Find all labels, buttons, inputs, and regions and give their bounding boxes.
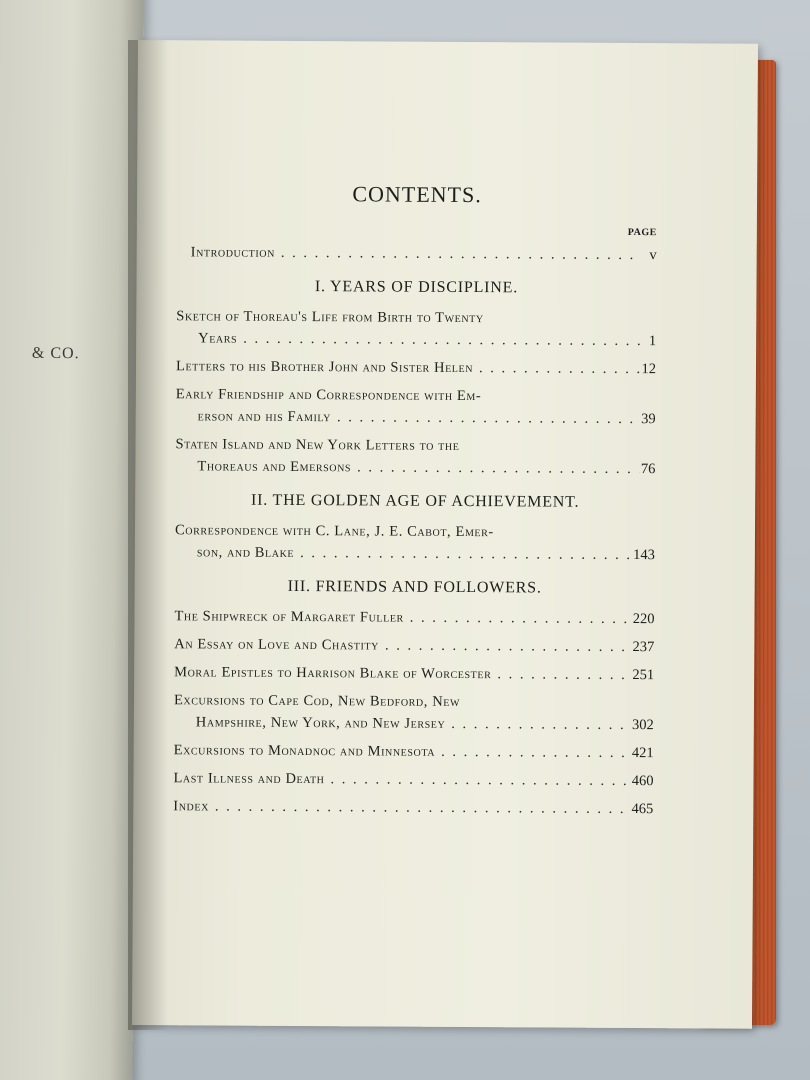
- toc-entry: [176, 383, 656, 430]
- page-column-label: PAGE: [627, 226, 657, 239]
- leader-dots: [331, 406, 640, 430]
- leader-dots: [324, 768, 631, 792]
- toc-entry-line: Early Friendship and Correspondence with Em-: [175, 386, 482, 405]
- section-heading: III. FRIENDS AND FOLLOWERS.: [287, 577, 542, 597]
- toc-entry-line: Moral Epistles to Harrison Blake of Worcester: [174, 664, 492, 683]
- toc-entry-line: son, and Blake: [196, 544, 295, 561]
- toc-entry: [176, 355, 656, 380]
- leader-dots: [294, 542, 633, 566]
- toc-entry: [174, 633, 654, 658]
- toc-entry-page: v: [649, 247, 657, 264]
- toc-entry-line: Thoreaus and Emersons: [197, 458, 352, 476]
- left-page-fragment: & CO.: [31, 344, 80, 363]
- toc-entry-label: Introduction: [190, 244, 276, 261]
- table-of-contents: [173, 180, 657, 826]
- toc-entry: [174, 739, 654, 764]
- toc-entry: [174, 689, 654, 736]
- toc-entry: [176, 305, 656, 352]
- toc-entry-page: 251: [632, 667, 655, 684]
- toc-entry-line: Index: [173, 798, 209, 815]
- toc-entry-line: Sketch of Thoreau's Life from Birth to Twenty: [176, 308, 484, 327]
- leader-dots: [275, 242, 641, 266]
- leader-dots: [237, 328, 640, 352]
- gutter-shadow: [128, 40, 168, 1030]
- toc-entry-line: Excursions to Monadnoc and Minnesota: [173, 742, 436, 760]
- toc-entry-line: Excursions to Cape Cod, New Bedford, New: [173, 692, 461, 710]
- leader-dots: [209, 795, 632, 820]
- toc-entry-line: Last Illness and Death: [173, 770, 325, 788]
- left-page: [0, 0, 144, 1080]
- toc-entry-line: Staten Island and New York Letters to the: [175, 436, 460, 454]
- toc-entry: [175, 519, 655, 566]
- toc-entry-line: Correspondence with C. Lane, J. E. Cabot, Emer-: [174, 522, 494, 541]
- toc-entry-page: 465: [631, 801, 654, 818]
- toc-entry: [173, 767, 653, 792]
- section-heading: II. THE GOLDEN AGE OF ACHIEVEMENT.: [250, 491, 580, 511]
- toc-entry-page: 39: [641, 411, 656, 428]
- leader-dots: [404, 607, 633, 630]
- toc-entry-line: Hampshire, New York, and New Jersey: [195, 714, 446, 732]
- toc-title: CONTENTS.: [352, 181, 482, 208]
- toc-entry-introduction: [177, 241, 657, 266]
- contents-page: [132, 40, 758, 1029]
- toc-entry-page: 1: [648, 333, 657, 350]
- toc-entry-line: Letters to his Brother John and Sister Helen: [175, 358, 474, 377]
- leader-dots: [379, 634, 633, 658]
- toc-entry-line: An Essay on Love and Chastity: [174, 636, 380, 654]
- toc-entry-page: 237: [632, 639, 655, 656]
- toc-entry-page: 220: [632, 611, 655, 628]
- toc-entry-page: 421: [631, 745, 654, 762]
- toc-entry-page: 12: [641, 361, 657, 378]
- leader-dots: [435, 741, 632, 764]
- toc-entry: [174, 605, 654, 630]
- leader-dots: [351, 456, 639, 480]
- toc-entry-page: 302: [632, 717, 654, 734]
- toc-entry: [174, 661, 654, 686]
- toc-sections: [173, 277, 656, 820]
- toc-entry-page: 143: [633, 547, 655, 564]
- toc-entry-line: The Shipwreck of Margaret Fuller: [174, 608, 404, 626]
- leader-dots: [445, 713, 632, 736]
- toc-entry: [175, 433, 655, 480]
- leader-dots: [473, 357, 640, 380]
- toc-entry-page: 76: [640, 461, 656, 478]
- toc-entry: [173, 795, 653, 820]
- toc-entry-page: 460: [631, 773, 654, 790]
- section-heading: I. YEARS OF DISCIPLINE.: [314, 278, 519, 297]
- leader-dots: [491, 663, 632, 686]
- toc-entry-line: Years: [198, 330, 238, 347]
- toc-entry-line: erson and his Family: [197, 408, 332, 426]
